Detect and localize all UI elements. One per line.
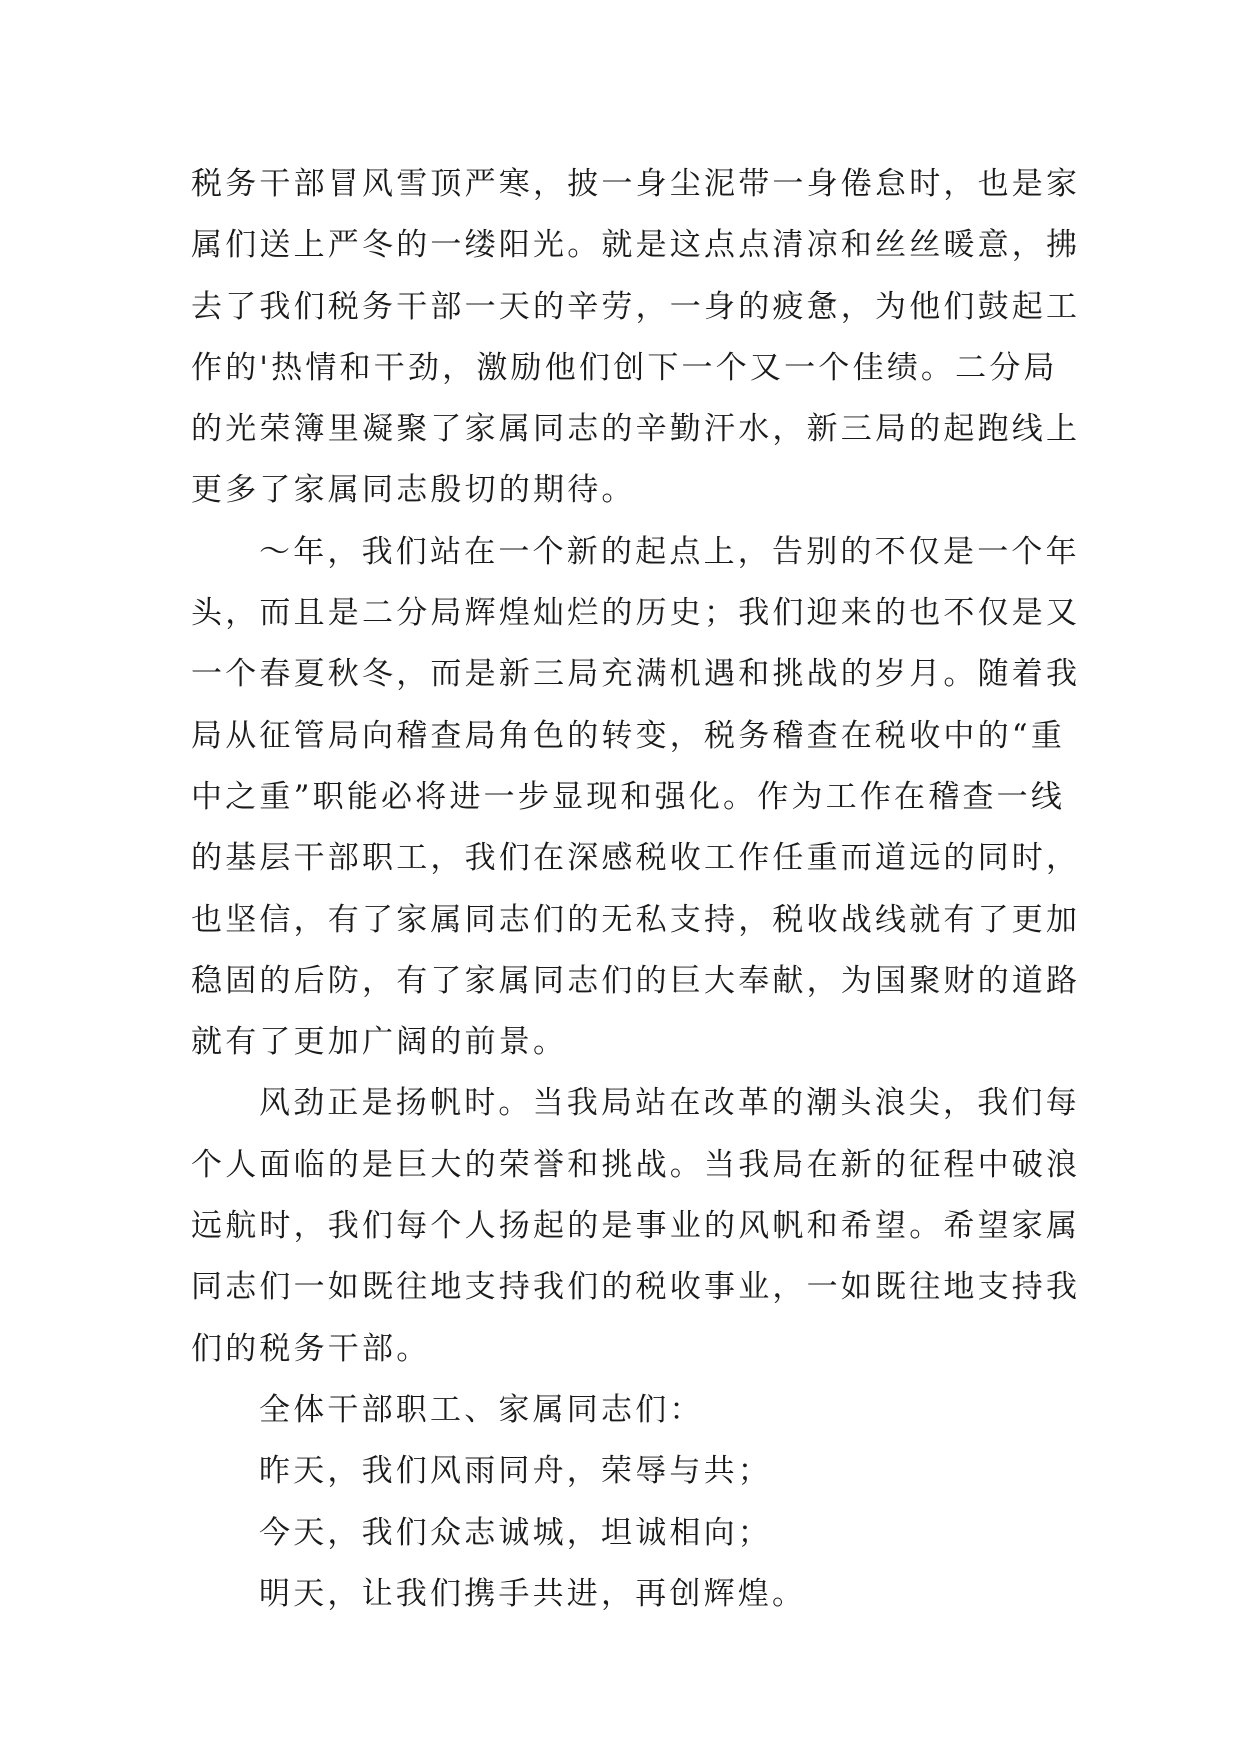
text-line: 就有了更加广阔的前景。: [191, 1024, 568, 1061]
closing-line-tomorrow: 明天，让我们携手共进，再创辉煌。: [259, 1575, 807, 1612]
text-line: 属们送上严冬的一缕阳光。就是这点点清凉和丝丝暖意，拂: [191, 227, 1081, 264]
text-line: 更多了家属同志殷切的期待。: [191, 472, 636, 509]
text-line: 的基层干部职工，我们在深感税收工作任重而道远的同时，: [191, 840, 1081, 877]
text-line: 同志们一如既往地支持我们的税收事业，一如既往地支持我: [191, 1269, 1081, 1306]
text-line: 也坚信，有了家属同志们的无私支持，税收战线就有了更加: [191, 901, 1081, 938]
paragraph-start-line: 风劲正是扬帆时。当我局站在改革的潮头浪尖，我们每: [259, 1085, 1080, 1122]
text-line: 稳固的后防，有了家属同志们的巨大奉献，为国聚财的道路: [191, 962, 1081, 999]
text-line: 中之重”职能必将进一步显现和强化。作为工作在稽查一线: [191, 778, 1066, 815]
text-line: 去了我们税务干部一天的辛劳，一身的疲惫，为他们鼓起工: [191, 288, 1081, 325]
text-line: 一个春夏秋冬，而是新三局充满机遇和挑战的岁月。随着我: [191, 656, 1081, 693]
text-line: 远航时，我们每个人扬起的是事业的风帆和希望。希望家属: [191, 1208, 1081, 1245]
text-line: 个人面临的是巨大的荣誉和挑战。当我局在新的征程中破浪: [191, 1146, 1081, 1183]
text-line: 局从征管局向稽查局角色的转变，税务稽查在税收中的“重: [191, 717, 1066, 754]
text-line: 作的'热情和干劲，激励他们创下一个又一个佳绩。二分局: [191, 349, 1058, 386]
text-line: 的光荣簿里凝聚了家属同志的辛勤汗水，新三局的起跑线上: [191, 411, 1081, 448]
text-line: 税务干部冒风雪顶严寒，披一身尘泥带一身倦怠时，也是家: [191, 166, 1081, 202]
paragraph-start-line: ～年，我们站在一个新的起点上，告别的不仅是一个年: [259, 533, 1080, 570]
closing-line-yesterday: 昨天，我们风雨同舟，荣辱与共；: [259, 1453, 772, 1490]
text-line: 们的税务干部。: [191, 1330, 431, 1367]
salutation-line: 全体干部职工、家属同志们：: [259, 1391, 704, 1428]
document-body: [191, 154, 1081, 1625]
closing-line-today: 今天，我们众志诚城，坦诚相向；: [259, 1514, 772, 1551]
text-line: 头，而且是二分局辉煌灿烂的历史；我们迎来的也不仅是又: [191, 595, 1081, 632]
